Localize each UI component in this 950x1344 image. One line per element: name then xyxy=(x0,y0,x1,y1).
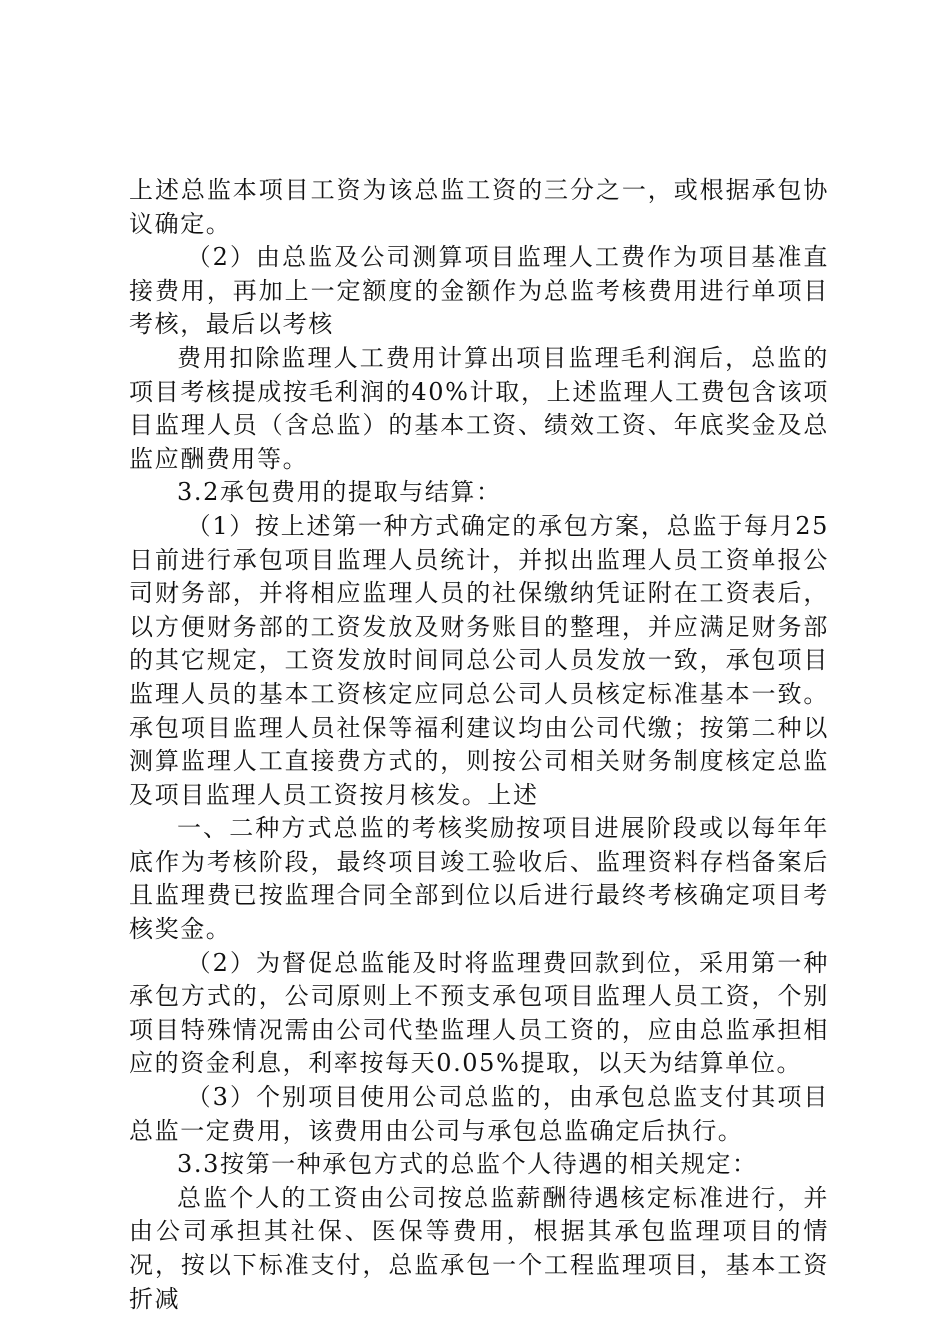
paragraph-3-2-item-3: （3）个别项目使用公司总监的，由承包总监支付其项目总监一定费用，该费用由公司与承包总监确定后执行。 xyxy=(129,1083,829,1145)
paragraph-continuation: 上述总监本项目工资为该总监工资的三分之一，或根据承包协议确定。 xyxy=(129,176,829,238)
paragraph-3-3-body: 总监个人的工资由公司按总监薪酬待遇核定标准进行，并由公司承担其社保、医保等费用，根据其承包监理项目的情况，按以下标准支付，总监承包一个工程监理项目，基本工资折减 xyxy=(129,1183,829,1313)
paragraph-3-2-item-1: （1）按上述第一种方式确定的承包方案，总监于每月25日前进行承包项目监理人员统计，并拟出监理人员工资单报公司财务部，并将相应监理人员的社保缴纳凭证附在工资表后，以方便财务部的工资发放及财务账目的整理，并应满足财务部的其它规定，工资发放时间同总公司人员发放一致，承包项目监理人员的基本工资核定应同总公司人员核定标准基本一致。承包项目监理人员社保等福利建议均由公司代缴；按第二种以测算监理人工直接费方式的，则按公司相关财务制度核定总监及项目监理人员工资按月核发。上述 xyxy=(129,511,829,809)
paragraph-3-2-item-2: （2）为督促总监能及时将监理费回款到位，采用第一种承包方式的，公司原则上不预支承包项目监理人员工资，个别项目特殊情况需由公司代垫监理人员工资的，应由总监承担相应的资金利息，利率按每天0.05%提取，以天为结算单位。 xyxy=(129,948,829,1078)
paragraph-profit-commission: 费用扣除监理人工费用计算出项目监理毛利润后，总监的项目考核提成按毛利润的40%计取，上述监理人工费包含该项目监理人员（含总监）的基本工资、绩效工资、年底奖金及总监应酬费用等。 xyxy=(129,343,829,473)
document-body xyxy=(129,174,829,1316)
paragraph-item-2: （2）由总监及公司测算项目监理人工费作为项目基准直接费用，再加上一定额度的金额作为总监考核费用进行单项目考核，最后以考核 xyxy=(129,243,829,339)
section-heading-3-2: 3.2承包费用的提取与结算： xyxy=(177,478,502,507)
paragraph-assessment-reward: 一、二种方式总监的考核奖励按项目进展阶段或以每年年底作为考核阶段，最终项目竣工验收后、监理资料存档备案后且监理费已按监理合同全部到位以后进行最终考核确定项目考核奖金。 xyxy=(129,814,829,944)
section-heading-3-3: 3.3按第一种承包方式的总监个人待遇的相关规定： xyxy=(177,1150,758,1179)
